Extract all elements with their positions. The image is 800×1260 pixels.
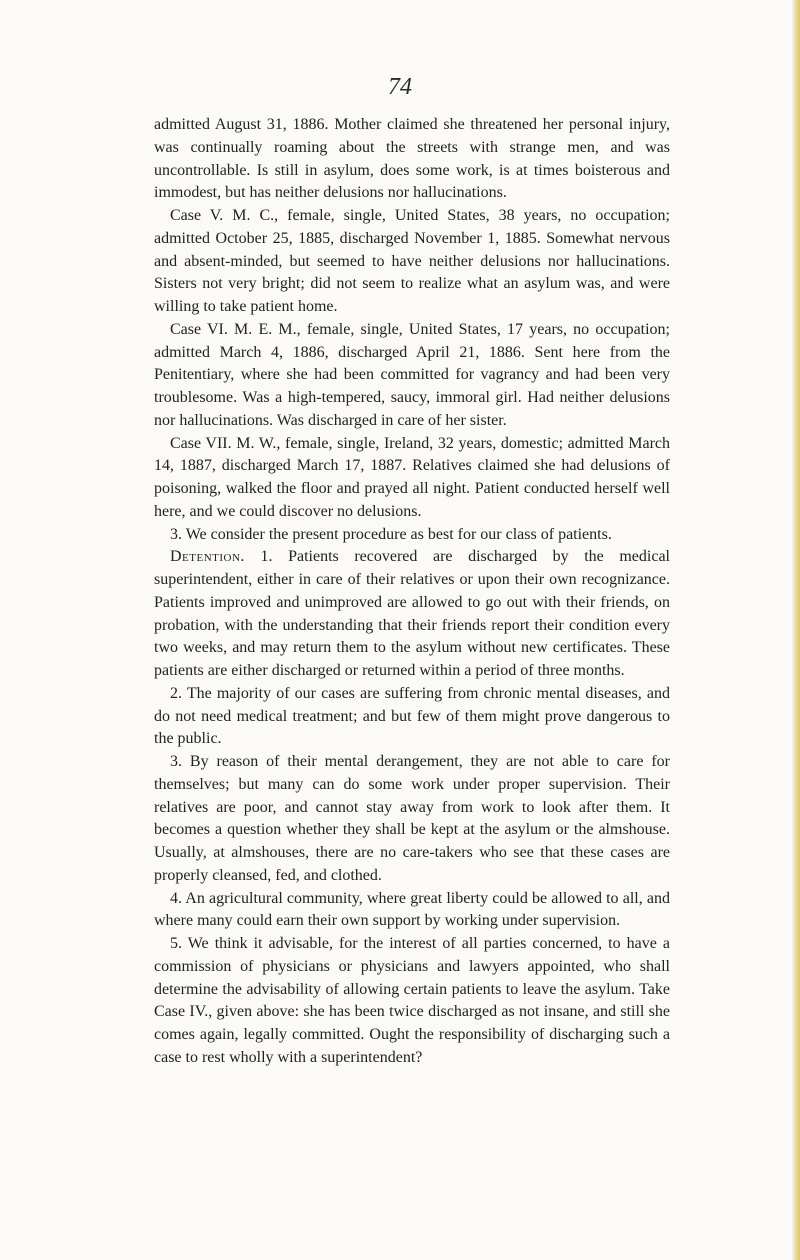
paragraph-continuation: admitted August 31, 1886. Mother claimed she threatened her personal injury, was continually roaming about the streets with strange men, and was uncontrollable. Is still in asylum, does some work, is at times boisterous and immodest, but has neither delusions nor hallucinations. — [154, 116, 670, 202]
body-text — [154, 114, 670, 1070]
page-edge — [792, 0, 800, 1260]
paragraph-detention — [154, 546, 670, 683]
section-heading-detention: Detention. — [170, 548, 245, 566]
paragraph-point-2: 2. The majority of our cases are suffering from chronic mental diseases, and do not need medical treatment; and but few of them might prove dangerous to the public. — [154, 684, 670, 748]
page-number: 74 — [388, 74, 412, 100]
paragraph-case-vi: Case VI. M. E. M., female, single, United States, 17 years, no occupation; admitted March 4, 1886, discharged April 21, 1886. Sent here from the Penitentiary, where she had been committed for vagrancy and had been very troublesome. Was a high-tempered, saucy, immoral girl. Had neither delusions nor hallucinations. Was discharged in care of her sister. — [154, 320, 670, 429]
paragraph-case-v: Case V. M. C., female, single, United States, 38 years, no occupation; admitted October 25, 1885, discharged November 1, 1885. Somewhat nervous and absent-minded, but seemed to have neither delusions nor hallucinations. Sisters not very bright; did not seem to realize what an asylum was, and were willing to take patient home. — [154, 207, 670, 315]
paragraph-procedure: 3. We consider the present procedure as best for our class of patients. — [170, 525, 612, 543]
paragraph-point-5: 5. We think it advisable, for the interest of all parties concerned, to have a commission of physicians or physicians and lawyers appointed, who shall determine the advisability of allowing certain patients to leave the asylum. Take Case IV., given above: she has been twice discharged as not insane, and still she comes again, legally committed. Ought the responsibility of discharging such a case to rest wholly with a superintendent? — [154, 935, 670, 1066]
paragraph-case-vii: Case VII. M. W., female, single, Ireland, 32 years, domestic; admitted March 14, 1887, discharged March 17, 1887. Relatives claimed she had delusions of poisoning, walked the floor and prayed all night. Patient conducted herself well here, and we could discover no delusions. — [154, 434, 670, 520]
paragraph-point-4: 4. An agricultural community, where great liberty could be allowed to all, and where many could earn their own support by working under supervision. — [154, 889, 670, 930]
paragraph-point-3: 3. By reason of their mental derangement, they are not able to care for themselves; but many can do some work under proper supervision. Their relatives are poor, and cannot stay away from work to look after them. It becomes a question whether they shall be kept at the asylum or the almshouse. Usually, at almshouses, there are no care-takers who see that these cases are properly cleansed, fed, and clothed. — [154, 753, 670, 884]
paragraph-detention-text: 1. Patients recovered are discharged by the medical superintendent, either in care of their relatives or upon their own recognizance. Patients improved and unimproved are allowed to go out with their friends, on probation, with the understanding that their friends report their condition every two weeks, and may return them to the asylum without new certificates. These patients are either discharged or returned within a period of three months. — [154, 548, 670, 679]
